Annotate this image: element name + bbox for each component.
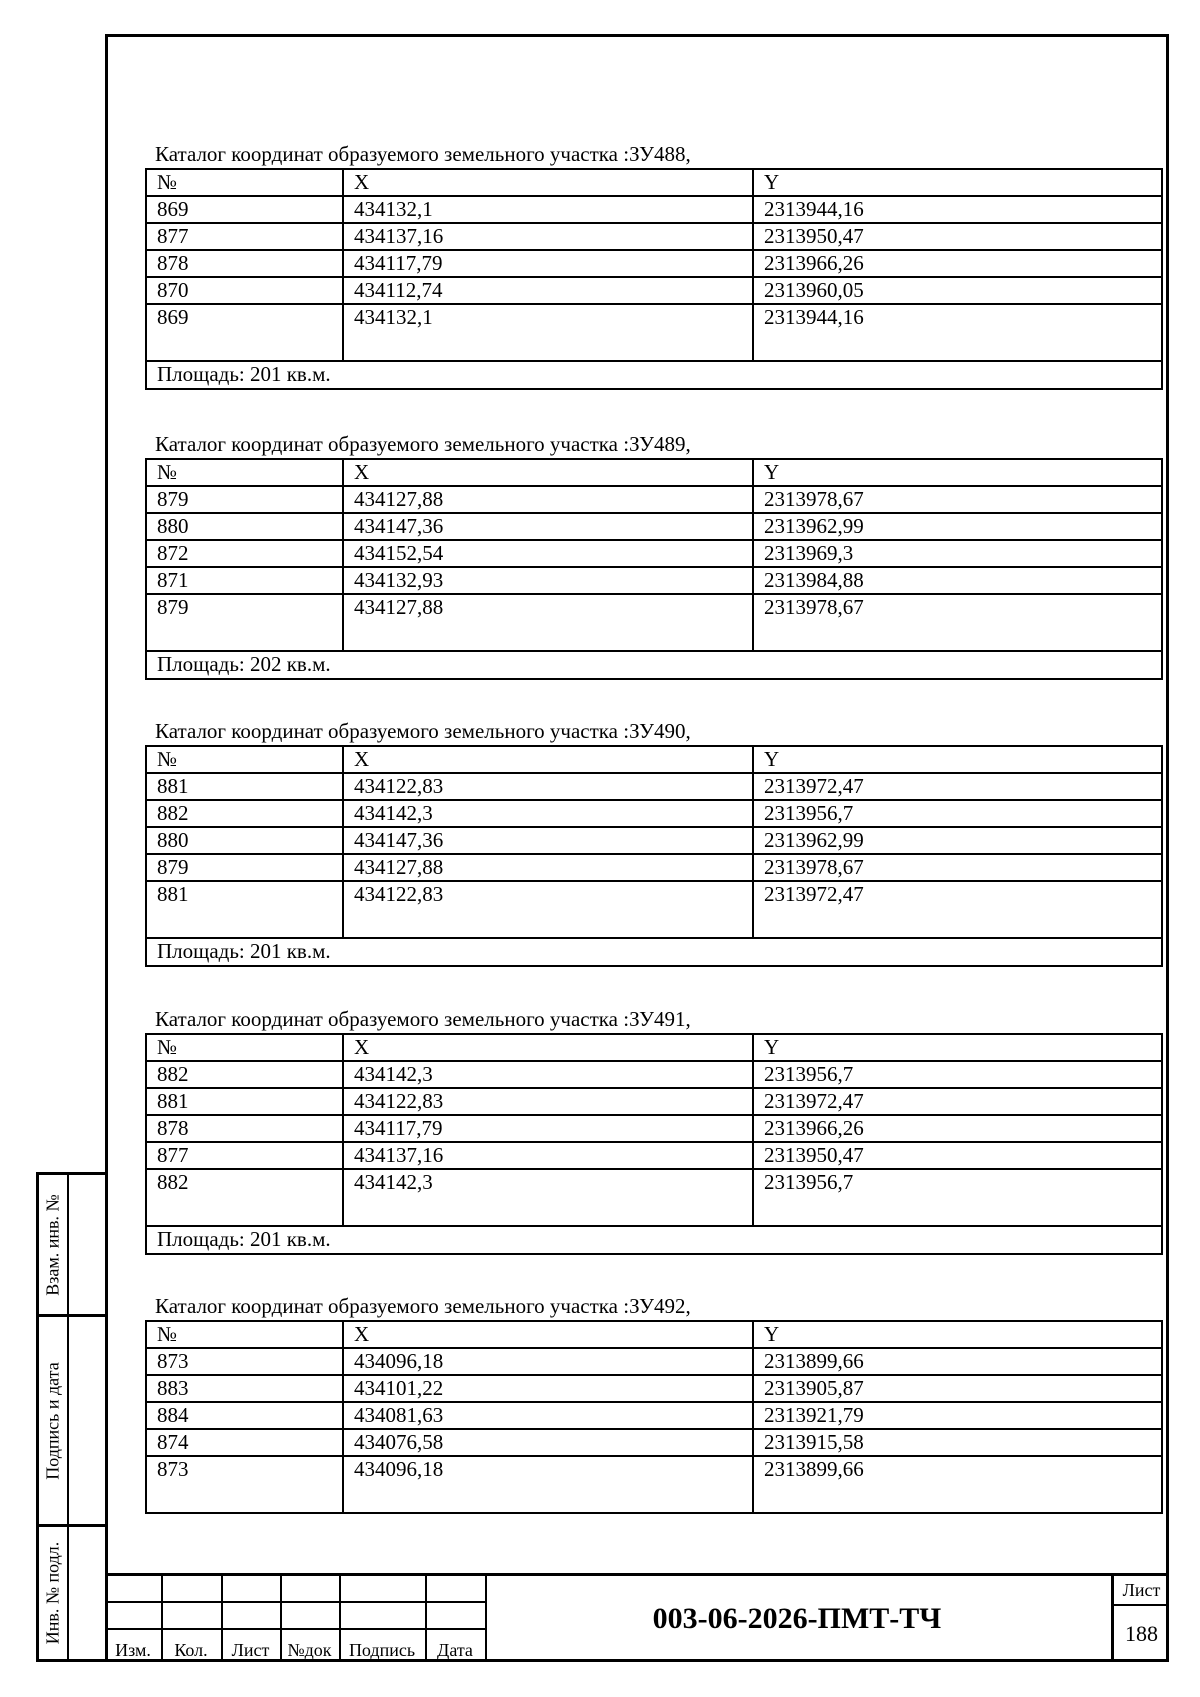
cell-x: 434112,74: [343, 277, 753, 304]
table-row: [146, 881, 1162, 938]
cell-num: 877: [146, 1142, 343, 1169]
table-row: [146, 304, 1162, 361]
cell-num: 874: [146, 1429, 343, 1456]
cell-x: 434122,83: [343, 1088, 753, 1115]
table-row: [146, 540, 1162, 567]
area-text: Площадь: 201 кв.м.: [146, 1226, 1162, 1254]
header-x: X: [343, 746, 753, 773]
catalog-title: Каталог координат образуемого земельного участка :ЗУ492,: [155, 1294, 691, 1318]
col-kol: Кол.: [174, 1640, 208, 1660]
cell-num: 884: [146, 1402, 343, 1429]
sheet-box: [1111, 1576, 1169, 1662]
cell-y: 2313921,79: [753, 1402, 1162, 1429]
catalog-title: Каталог координат образуемого земельного участка :ЗУ489,: [155, 432, 691, 456]
coords-table: [145, 458, 1163, 680]
cell-x: 434142,3: [343, 1061, 753, 1088]
table-row: [146, 250, 1162, 277]
cell-y: 2313984,88: [753, 567, 1162, 594]
table-row: [146, 827, 1162, 854]
cell-y: 2313962,99: [753, 827, 1162, 854]
side-label-inv: Инв. № подл.: [42, 1541, 63, 1645]
cell-x: 434127,88: [343, 486, 753, 513]
col-list: Лист: [231, 1640, 270, 1660]
cell-y: 2313978,67: [753, 486, 1162, 513]
table-header-row: [146, 459, 1162, 486]
cell-x: 434127,88: [343, 854, 753, 881]
catalog-zu492: [145, 1293, 1163, 1514]
table-row: [146, 223, 1162, 250]
cell-x: 434132,93: [343, 567, 753, 594]
cell-num: 879: [146, 854, 343, 881]
cell-x: 434117,79: [343, 1115, 753, 1142]
cell-num: 881: [146, 773, 343, 800]
cell-num: 869: [146, 196, 343, 223]
table-header-row: [146, 1034, 1162, 1061]
cell-y: 2313972,47: [753, 773, 1162, 800]
cell-y: 2313960,05: [753, 277, 1162, 304]
revision-grid: [105, 1576, 485, 1662]
cell-x: 434147,36: [343, 513, 753, 540]
header-y: Y: [753, 1034, 1162, 1061]
cell-x: 434096,18: [343, 1348, 753, 1375]
cell-x: 434122,83: [343, 881, 753, 938]
header-x: X: [343, 1321, 753, 1348]
cell-x: 434137,16: [343, 1142, 753, 1169]
cell-y: 2313944,16: [753, 196, 1162, 223]
col-podpis: Подпись: [348, 1640, 416, 1660]
header-num: №: [146, 746, 343, 773]
cell-x: 434142,3: [343, 1169, 753, 1226]
table-header-row: [146, 746, 1162, 773]
table-row: [146, 1456, 1162, 1513]
table-row: [146, 1429, 1162, 1456]
header-num: №: [146, 459, 343, 486]
cell-x: 434152,54: [343, 540, 753, 567]
table-row: [146, 1061, 1162, 1088]
sheet-label: Лист: [1114, 1576, 1169, 1606]
table-row: [146, 1088, 1162, 1115]
col-izm: Изм.: [115, 1640, 151, 1660]
header-num: №: [146, 1321, 343, 1348]
table-row: [146, 1169, 1162, 1226]
cell-x: 434096,18: [343, 1456, 753, 1513]
catalog-zu488: [145, 141, 1163, 390]
cell-num: 880: [146, 827, 343, 854]
cell-x: 434147,36: [343, 827, 753, 854]
cell-x: 434081,63: [343, 1402, 753, 1429]
table-row: [146, 800, 1162, 827]
cell-y: 2313899,66: [753, 1348, 1162, 1375]
catalog-title: Каталог координат образуемого земельного участка :ЗУ490,: [155, 719, 691, 743]
cell-y: 2313978,67: [753, 594, 1162, 651]
catalog-zu489: [145, 431, 1163, 680]
cell-num: 880: [146, 513, 343, 540]
catalog-title: Каталог координат образуемого земельного участка :ЗУ491,: [155, 1007, 691, 1031]
cell-x: 434076,58: [343, 1429, 753, 1456]
side-label-vzam: Взам. инв. №: [42, 1193, 63, 1296]
sheet-number: 188: [1125, 1621, 1158, 1646]
header-y: Y: [753, 459, 1162, 486]
cell-num: 869: [146, 304, 343, 361]
table-row: [146, 196, 1162, 223]
area-text: Площадь: 201 кв.м.: [146, 938, 1162, 966]
table-row: [146, 1375, 1162, 1402]
area-row: [146, 651, 1162, 679]
cell-y: 2313966,26: [753, 250, 1162, 277]
header-y: Y: [753, 1321, 1162, 1348]
table-header-row: [146, 1321, 1162, 1348]
cell-x: 434142,3: [343, 800, 753, 827]
catalog-zu491: [145, 1006, 1163, 1255]
header-x: X: [343, 169, 753, 196]
cell-y: 2313972,47: [753, 881, 1162, 938]
cell-y: 2313905,87: [753, 1375, 1162, 1402]
cell-y: 2313978,67: [753, 854, 1162, 881]
cell-y: 2313969,3: [753, 540, 1162, 567]
header-y: Y: [753, 169, 1162, 196]
cell-y: 2313966,26: [753, 1115, 1162, 1142]
header-x: X: [343, 459, 753, 486]
cell-num: 879: [146, 486, 343, 513]
cell-x: 434127,88: [343, 594, 753, 651]
table-row: [146, 486, 1162, 513]
cell-num: 877: [146, 223, 343, 250]
cell-y: 2313944,16: [753, 304, 1162, 361]
cell-x: 434101,22: [343, 1375, 753, 1402]
header-x: X: [343, 1034, 753, 1061]
coords-table: [145, 1033, 1163, 1255]
cell-num: 872: [146, 540, 343, 567]
side-box-podpis: [36, 1317, 105, 1527]
catalog-title: Каталог координат образуемого земельного участка :ЗУ488,: [155, 142, 691, 166]
table-row: [146, 1142, 1162, 1169]
table-row: [146, 1348, 1162, 1375]
cell-num: 882: [146, 1169, 343, 1226]
col-ndok: №док: [287, 1640, 332, 1660]
col-data: Дата: [437, 1640, 473, 1660]
cell-x: 434132,1: [343, 304, 753, 361]
catalog-zu490: [145, 718, 1163, 967]
area-text: Площадь: 202 кв.м.: [146, 651, 1162, 679]
cell-y: 2313956,7: [753, 1169, 1162, 1226]
coords-table: [145, 168, 1163, 390]
cell-num: 871: [146, 567, 343, 594]
table-row: [146, 567, 1162, 594]
area-row: [146, 361, 1162, 389]
cell-y: 2313972,47: [753, 1088, 1162, 1115]
cell-num: 881: [146, 1088, 343, 1115]
coords-table: [145, 745, 1163, 967]
table-row: [146, 854, 1162, 881]
cell-num: 882: [146, 1061, 343, 1088]
cell-y: 2313950,47: [753, 223, 1162, 250]
cell-num: 873: [146, 1348, 343, 1375]
cell-x: 434137,16: [343, 223, 753, 250]
cell-num: 883: [146, 1375, 343, 1402]
cell-x: 434117,79: [343, 250, 753, 277]
cell-num: 881: [146, 881, 343, 938]
title-block: [105, 1573, 1169, 1662]
cell-num: 870: [146, 277, 343, 304]
cell-y: 2313956,7: [753, 1061, 1162, 1088]
area-text: Площадь: 201 кв.м.: [146, 361, 1162, 389]
cell-num: 873: [146, 1456, 343, 1513]
table-row: [146, 277, 1162, 304]
cell-y: 2313950,47: [753, 1142, 1162, 1169]
cell-y: 2313915,58: [753, 1429, 1162, 1456]
header-y: Y: [753, 746, 1162, 773]
table-row: [146, 773, 1162, 800]
table-row: [146, 1402, 1162, 1429]
area-row: [146, 1226, 1162, 1254]
cell-num: 878: [146, 250, 343, 277]
area-row: [146, 938, 1162, 966]
table-row: [146, 513, 1162, 540]
cell-num: 878: [146, 1115, 343, 1142]
cell-x: 434122,83: [343, 773, 753, 800]
cell-num: 879: [146, 594, 343, 651]
document-code: 003-06-2026-ПМТ-ТЧ: [652, 1602, 942, 1635]
side-box-inv: [36, 1524, 105, 1662]
table-row: [146, 1115, 1162, 1142]
side-box-vzam: [36, 1172, 105, 1317]
cell-y: 2313899,66: [753, 1456, 1162, 1513]
table-row: [146, 594, 1162, 651]
coords-table: [145, 1320, 1163, 1514]
cell-y: 2313956,7: [753, 800, 1162, 827]
cell-x: 434132,1: [343, 196, 753, 223]
cell-num: 882: [146, 800, 343, 827]
cell-y: 2313962,99: [753, 513, 1162, 540]
table-header-row: [146, 169, 1162, 196]
header-num: №: [146, 169, 343, 196]
header-num: №: [146, 1034, 343, 1061]
side-label-podpis: Подпись и дата: [42, 1361, 63, 1480]
